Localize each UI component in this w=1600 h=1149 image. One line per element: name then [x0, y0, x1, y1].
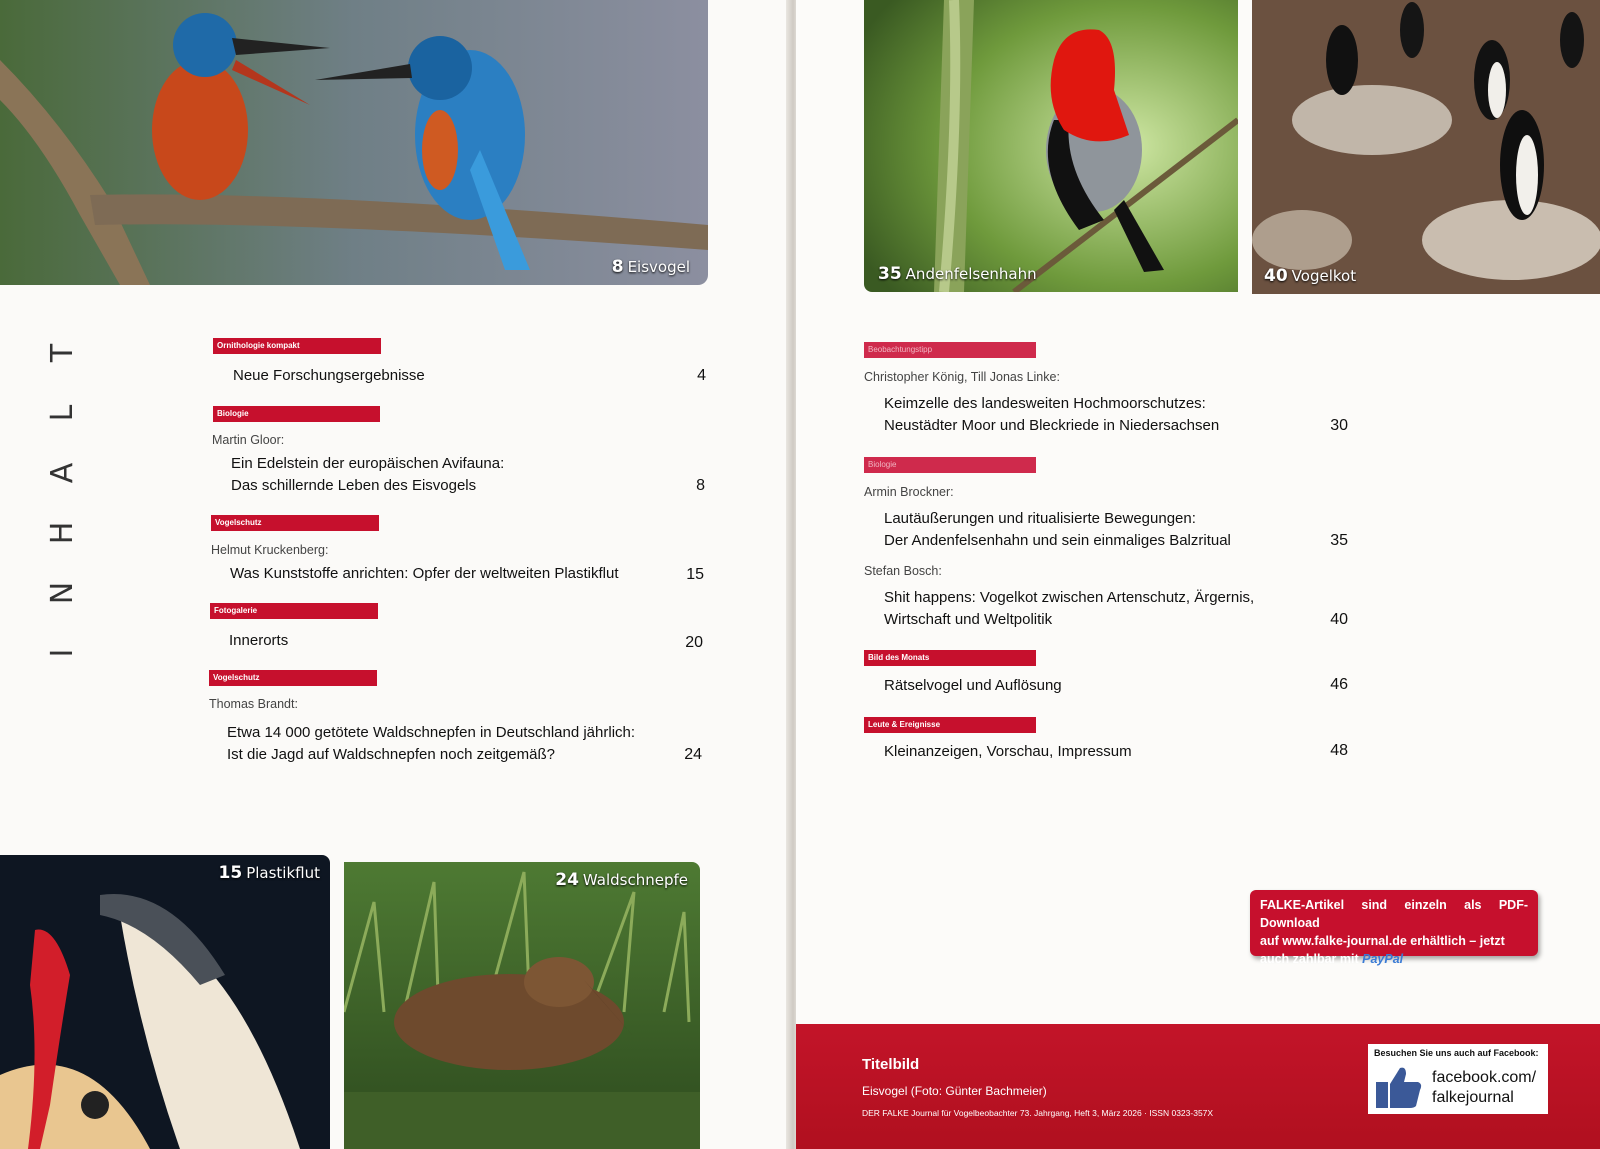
photo-vogelkot	[1252, 0, 1600, 294]
heading-letter: L	[45, 404, 80, 422]
entry-title[interactable]: Was Kunststoffe anrichten: Opfer der weltweiten Plastikflut	[230, 565, 619, 582]
entry-page-number: 4	[697, 367, 706, 384]
photo-caption-waldschnepfe	[555, 870, 688, 890]
photo-caption-eisvogel	[612, 257, 690, 277]
cover-caption: Eisvogel (Foto: Günter Bachmeier)	[862, 1084, 1047, 1098]
facebook-url-line: facebook.com/	[1432, 1069, 1537, 1086]
rubric-label: Fotogalerie	[210, 603, 378, 619]
cover-footer	[796, 1024, 1600, 1149]
caption-page-number: 24	[555, 870, 579, 890]
entry-title[interactable]: Keimzelle des landesweiten Hochmoorschutzes:	[884, 395, 1206, 412]
heading-letter: I	[45, 648, 80, 658]
entry-title[interactable]: Lautäußerungen und ritualisierte Bewegungen:	[884, 510, 1196, 527]
rubric-label: Ornithologie kompakt	[213, 338, 381, 354]
caption-label: Plastikflut	[246, 864, 320, 882]
entry-author: Helmut Kruckenberg:	[211, 543, 329, 557]
rubric-label: Biologie	[864, 457, 1036, 473]
facebook-url-line: falkejournal	[1432, 1089, 1514, 1106]
heading-letter: H	[45, 521, 80, 545]
heading-letter: T	[45, 343, 80, 363]
caption-page-number: 15	[218, 863, 243, 883]
entry-page-number: 24	[684, 746, 702, 763]
inhalt-heading	[45, 338, 80, 698]
photo-waldschnepfe	[344, 862, 700, 1149]
facebook-box[interactable]	[1368, 1044, 1548, 1114]
entry-title-line2[interactable]: Neustädter Moor und Bleckriede in Niedersachsen	[884, 417, 1220, 434]
entry-title[interactable]: Innerorts	[229, 632, 289, 649]
entry-author: Christopher König, Till Jonas Linke:	[864, 370, 1060, 384]
heading-letter: N	[45, 581, 80, 605]
entry-title[interactable]: Neue Forschungsergebnisse	[233, 367, 425, 384]
facebook-url[interactable]	[1432, 1068, 1536, 1108]
heading-letter: A	[45, 462, 80, 484]
entry-title-line2[interactable]: Ist die Jagd auf Waldschnepfen noch zeitgemäß?	[227, 746, 555, 763]
caption-page-number: 40	[1264, 266, 1288, 286]
photo-plastikflut	[0, 855, 330, 1149]
entry-title-line2[interactable]: Das schillernde Leben des Eisvogels	[231, 477, 477, 494]
cover-title: Titelbild	[862, 1056, 920, 1073]
rubric-label: Bild des Monats	[864, 650, 1036, 666]
entry-author: Armin Brockner:	[864, 485, 954, 499]
caption-label: Vogelkot	[1291, 267, 1357, 285]
promo-line: FALKE-Artikel sind einzeln als PDF-Download	[1260, 898, 1528, 930]
entry-author: Martin Gloor:	[212, 433, 285, 447]
left-page	[0, 0, 790, 1149]
entry-page-number: 46	[1330, 676, 1348, 693]
photo-caption-andenfelsenhahn	[878, 264, 1037, 284]
entry-page-number: 40	[1330, 611, 1348, 628]
caption-label: Andenfelsenhahn	[905, 265, 1037, 283]
caption-label: Eisvogel	[627, 258, 690, 276]
photo-andenfelsenhahn	[864, 0, 1238, 292]
promo-line[interactable]: auf www.falke-journal.de erhältlich – jetzt	[1260, 934, 1505, 948]
entry-title-line2[interactable]: Der Andenfelsenhahn und sein einmaliges Balzritual	[884, 532, 1231, 549]
caption-page-number: 35	[878, 264, 902, 284]
caption-page-number: 8	[611, 257, 624, 277]
entry-page-number: 35	[1330, 532, 1348, 549]
rubric-label: Leute & Ereignisse	[864, 717, 1036, 733]
entry-title[interactable]: Rätselvogel und Auflösung	[884, 677, 1062, 694]
entry-page-number: 30	[1330, 417, 1348, 434]
entry-title[interactable]: Kleinanzeigen, Vorschau, Impressum	[884, 743, 1132, 760]
paypal-logo: PayPal	[1362, 952, 1404, 966]
photo-caption-vogelkot	[1264, 266, 1356, 286]
right-page	[796, 0, 1600, 1149]
photo-eisvogel	[0, 0, 708, 285]
rubric-label: Biologie	[213, 406, 380, 422]
entry-page-number: 8	[696, 477, 705, 494]
entry-title[interactable]: Shit happens: Vogelkot zwischen Artenschutz, Ärgernis,	[884, 589, 1255, 606]
facebook-heading: Besuchen Sie uns auch auf Facebook:	[1374, 1048, 1539, 1058]
entry-page-number: 20	[685, 634, 703, 651]
caption-label: Waldschnepfe	[582, 871, 688, 889]
imprint-line: DER FALKE Journal für Vogelbeobachter 73. Jahrgang, Heft 3, März 2026 · ISSN 0323-357X	[862, 1108, 1214, 1118]
entry-title[interactable]: Etwa 14 000 getötete Waldschnepfen in Deutschland jährlich:	[227, 724, 636, 741]
entry-author: Thomas Brandt:	[209, 697, 298, 711]
entry-page-number: 48	[1330, 742, 1348, 759]
promo-line: auch zahlbar mit	[1260, 952, 1359, 966]
pdf-download-promo[interactable]	[1250, 890, 1538, 966]
entry-page-number: 15	[686, 566, 704, 583]
rubric-label: Vogelschutz	[209, 670, 377, 686]
entry-title[interactable]: Ein Edelstein der europäischen Avifauna:	[231, 455, 505, 472]
photo-caption-plastikflut	[219, 863, 320, 883]
thumbs-up-icon	[1374, 1064, 1424, 1110]
entry-author: Stefan Bosch:	[864, 564, 942, 578]
entry-title-line2[interactable]: Wirtschaft und Weltpolitik	[884, 611, 1053, 628]
rubric-label: Vogelschutz	[211, 515, 379, 531]
rubric-label: Beobachtungstipp	[864, 342, 1036, 358]
